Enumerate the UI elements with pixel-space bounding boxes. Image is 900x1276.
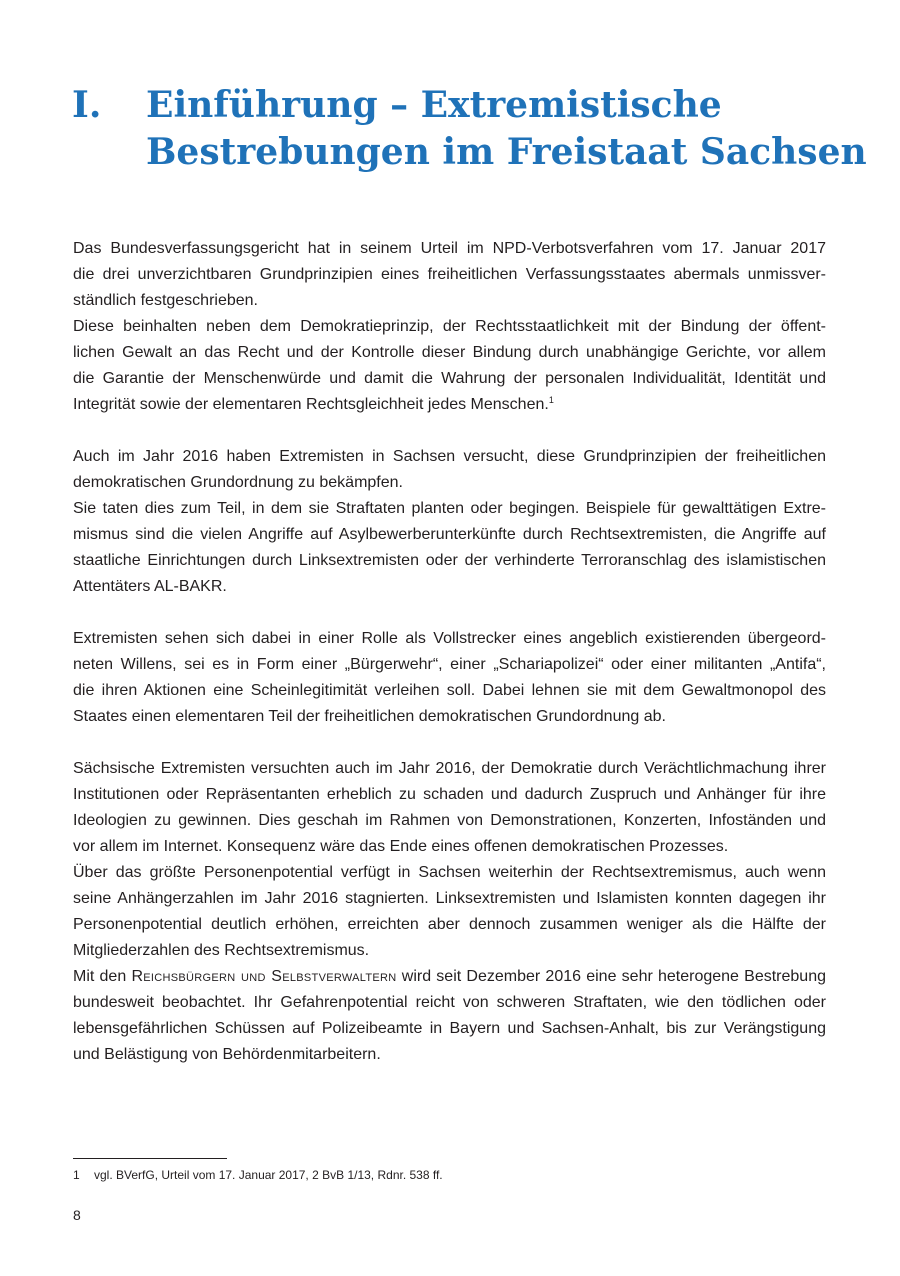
text-line: lichen Gewalt an das Recht und der Kontrolle dieser Bindung durch unabhängige Gerichte, vor allem [73, 344, 826, 361]
text-line: Personenpotential deutlich erhöhen, erreichten aber dennoch zusammen weniger als die Hälfte der [73, 916, 826, 933]
text-line [73, 964, 826, 990]
footnote-text: vgl. BVerfG, Urteil vom 17. Januar 2017, 2 BvB 1/13, Rdnr. 538 ff. [94, 1168, 443, 1182]
small-caps-term: Reichsbürgern und Selbstverwaltern [131, 968, 397, 985]
chapter-title [146, 82, 867, 176]
chapter-title-line: Bestrebungen im Freistaat Sachsen [146, 131, 867, 173]
chapter-number: I. [72, 84, 102, 126]
text-line: die drei unverzichtbaren Grundprinzipien eines freiheitlichen Verfassungsstaates abermals unmissver- [73, 266, 826, 283]
text-line: Sächsische Extremisten versuchten auch im Jahr 2016, der Demokratie durch Verächtlichmachung ihrer [73, 760, 826, 777]
text-line: Extremisten sehen sich dabei in einer Rolle als Vollstrecker eines angeblich existierenden übergeord- [73, 630, 826, 647]
text-line: seine Anhängerzahlen im Jahr 2016 stagnierten. Linksextremisten und Islamisten konnten dagegen ihr [73, 890, 826, 907]
text-line: die ihren Aktionen eine Scheinlegitimität verleihen soll. Dabei lehnen sie mit dem Gewaltmonopol des [73, 682, 826, 699]
paragraph-2 [73, 444, 826, 600]
chapter-heading [72, 82, 867, 176]
text-line: ständlich festgeschrieben. [73, 292, 258, 309]
text-line: Institutionen oder Repräsentanten erheblich zu schaden und dadurch Zuspruch und Anhänger für ihre [73, 786, 826, 803]
text-line-content: Mit den [73, 968, 132, 985]
body-text [73, 236, 826, 1094]
text-line: Mitgliederzahlen des Rechtsextremismus. [73, 942, 370, 959]
footnote-reference: 1 [548, 395, 554, 405]
text-line: Ideologien zu gewinnen. Dies geschah im Rahmen von Demonstrationen, Konzerten, Infoständen und [73, 812, 826, 829]
footnote [73, 1167, 443, 1183]
text-line: staatliche Einrichtungen durch Linksextremisten oder der verhinderte Terroranschlag des islamistischen [73, 552, 826, 569]
text-line: Über das größte Personenpotential verfügt in Sachsen weiterhin der Rechtsextremismus, auch wenn [73, 864, 826, 881]
text-line: Sie taten dies zum Teil, in dem sie Straftaten planten oder begingen. Beispiele für gewalttätigen Extre- [73, 500, 826, 517]
text-line: vor allem im Internet. Konsequenz wäre das Ende eines offenen demokratischen Prozesses. [73, 838, 729, 855]
text-line: Attentäters AL-BAKR. [73, 578, 227, 595]
text-line: demokratischen Grundordnung zu bekämpfen. [73, 474, 403, 491]
text-line: bundesweit beobachtet. Ihr Gefahrenpotential reicht von schweren Straftaten, wie den tödlichen oder [73, 994, 826, 1011]
text-line-content: wird seit Dezember 2016 eine sehr heterogene Bestrebung [396, 968, 826, 985]
paragraph-3 [73, 626, 826, 730]
text-line: Staates einen elementaren Teil der freiheitlichen demokratischen Grundordnung ab. [73, 708, 666, 725]
paragraph-1 [73, 236, 826, 418]
text-line: neten Willens, sei es in Form einer „Bürgerwehr“, einer „Schariapolizei“ oder einer militanten „Antifa“, [73, 656, 826, 673]
paragraph-4 [73, 756, 826, 1068]
text-line: lebensgefährlichen Schüssen auf Polizeibeamte in Bayern und Sachsen-Anhalt, bis zur Verängstigung [73, 1020, 826, 1037]
chapter-title-line: Einführung – Extremistische [146, 84, 722, 126]
text-line: Das Bundesverfassungsgericht hat in seinem Urteil im NPD-Verbotsverfahren vom 17. Januar 2017 [73, 240, 826, 257]
text-line: Auch im Jahr 2016 haben Extremisten in Sachsen versucht, diese Grundprinzipien der freiheitlichen [73, 448, 826, 465]
footnote-number: 1 [73, 1168, 80, 1182]
text-line [73, 392, 826, 418]
text-line: und Belästigung von Behördenmitarbeitern. [73, 1046, 381, 1063]
text-line: die Garantie der Menschenwürde und damit die Wahrung der personalen Individualität, Identität und [73, 370, 826, 387]
text-line-content: Integrität sowie der elementaren Rechtsgleichheit jedes Menschen. [73, 396, 549, 413]
footnote-divider [73, 1158, 227, 1159]
page-number: 8 [73, 1207, 81, 1223]
text-line: mismus sind die vielen Angriffe auf Asylbewerberunterkünfte durch Rechtsextremisten, die Angriffe auf [73, 526, 826, 543]
text-line: Diese beinhalten neben dem Demokratieprinzip, der Rechtsstaatlichkeit mit der Bindung der öffent- [73, 318, 826, 335]
